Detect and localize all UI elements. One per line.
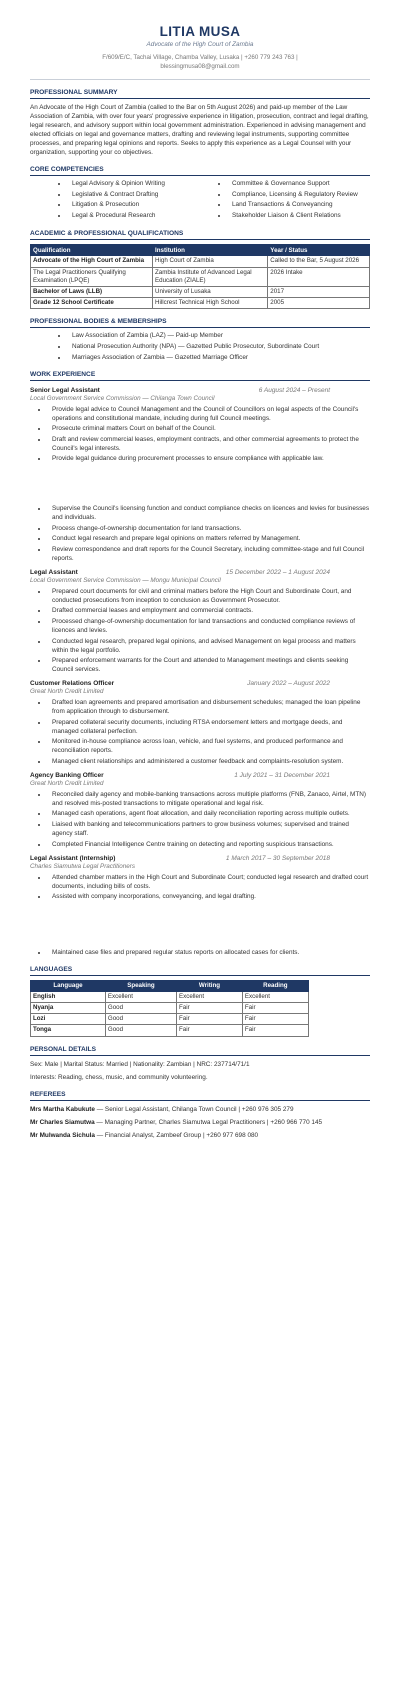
table-cell: 2005 xyxy=(268,298,370,309)
table-cell: University of Lusaka xyxy=(153,286,268,297)
summary-section xyxy=(30,89,370,157)
job-date: January 2022 – August 2022 xyxy=(247,680,330,688)
contact-line-address-phone: F/609/E/C, Tachai Village, Chamba Valley, Lusaka | +260 779 243 763 | xyxy=(102,54,298,61)
list-item: • National Prosecution Authority (NPA) — Gazetted Public Prosecutor, Subordinate Court xyxy=(68,342,370,351)
job-title: Customer Relations Officer xyxy=(30,680,115,688)
column-header: Language xyxy=(31,980,106,991)
table-cell: Fair xyxy=(177,1014,243,1025)
job-organization: Great North Credit Limited xyxy=(30,688,104,696)
table-header-row xyxy=(31,980,309,991)
referees-title: REFEREES xyxy=(30,1091,370,1101)
job-organization: Great North Credit Limited xyxy=(30,779,104,787)
competency-item: • Legal & Procedural Research xyxy=(68,211,210,220)
table-header-row xyxy=(31,245,370,256)
interests-line: Interests: Reading, chess, music, and community volunteering. xyxy=(30,1073,208,1081)
list-item: • Provide legal guidance during procurement processes to ensure compliance with applicable law. xyxy=(48,454,370,463)
table-cell: Good xyxy=(105,1025,176,1036)
table-cell: Bachelor of Laws (LLB) xyxy=(31,286,153,297)
job-bullets-continued xyxy=(30,504,370,563)
job-bullets xyxy=(30,405,370,464)
job-organization: Local Government Service Commission — Mongu Municipal Council xyxy=(30,576,221,584)
table-cell: Advocate of the High Court of Zambia xyxy=(31,256,153,267)
personal-section xyxy=(30,1046,370,1082)
list-item: • Review correspondence and draft reports for the Council Secretary, including committee-stage and full Council reports. xyxy=(48,545,370,563)
job-bullets xyxy=(30,698,370,766)
table-cell: The Legal Practitioners Qualifying Examination (LPQE) xyxy=(31,267,153,286)
competencies-columns xyxy=(30,176,370,221)
list-item: • Managed cash operations, agent float allocation, and daily reconciliation reporting across multiple outlets. xyxy=(48,809,370,818)
table-cell: Hillcrest Technical High School xyxy=(153,298,268,309)
list-item: • Draft and review commercial leases, employment contracts, and other commercial agreements to protect the Council's legal interests. xyxy=(48,435,370,453)
table-row xyxy=(31,1025,309,1036)
competency-item: • Stakeholder Liaison & Client Relations xyxy=(228,211,370,220)
column-header: Writing xyxy=(177,980,243,991)
job-title: Legal Assistant xyxy=(30,568,78,576)
table-cell: Fair xyxy=(177,1025,243,1036)
job-organization: Charles Siamutwa Legal Practitioners xyxy=(30,862,135,870)
table-cell: Lozi xyxy=(31,1014,106,1025)
table-row xyxy=(31,286,370,297)
candidate-name: LITIA MUSA xyxy=(159,24,241,39)
competency-item: • Committee & Governance Support xyxy=(228,179,370,188)
competencies-section xyxy=(30,166,370,221)
job-title: Senior Legal Assistant xyxy=(30,386,100,394)
referee-item xyxy=(30,1118,370,1127)
experience-title: WORK EXPERIENCE xyxy=(30,371,370,381)
referee-detail: — Managing Partner, Charles Siamutwa Legal Practitioners | +260 966 770 145 xyxy=(94,1118,323,1126)
list-item: • Managed client relationships and administered a customer feedback and complaints-resolution system. xyxy=(48,757,370,766)
job-entry xyxy=(30,855,370,957)
job-bullets xyxy=(30,790,370,849)
table-row xyxy=(31,1003,309,1014)
page-gap xyxy=(30,465,370,501)
table-row xyxy=(31,256,370,267)
table-cell: Called to the Bar, 5 August 2026 xyxy=(268,256,370,267)
job-entry xyxy=(30,569,370,674)
column-header: Speaking xyxy=(105,980,176,991)
table-cell: 2026 Intake xyxy=(268,267,370,286)
column-header: Reading xyxy=(242,980,308,991)
summary-text: An Advocate of the High Court of Zambia (called to the Bar on 5th August 2026) and paid-up member of the Law Association of Zambia, with over four years' progressive experience in litigation, prosecution, contract and legal drafting, legal research, and advisory support within local government administration. Experienced in advising management and elected officials on legal and governance matters, drafting and reviewing legal instruments, supporting committee processes, and preparing legal opinions and reports. Seeks to apply this experience as a Legal Counsel with your organization, supporting your co objectives. xyxy=(30,104,369,156)
referee-detail: — Financial Analyst, Zambeef Group | +260 977 698 080 xyxy=(94,1131,259,1139)
table-cell: High Court of Zambia xyxy=(153,256,268,267)
referee-name: Mrs Martha Kabukute xyxy=(30,1105,95,1113)
table-row xyxy=(31,267,370,286)
table-cell: Fair xyxy=(242,1003,308,1014)
list-item: • Reconciled daily agency and mobile-banking transactions across multiple platforms (FNB, Zanaco, Airtel, MTN) and resolved mis-posted transactions to mitigate operational and legal risk. xyxy=(48,790,370,808)
list-item: • Completed Financial Intelligence Centre training on detecting and reporting suspicious transactions. xyxy=(48,840,370,849)
header-divider xyxy=(30,79,370,80)
list-item: • Conducted legal research, prepared legal opinions, and advised Management on legal process and matters within the legal portfolio. xyxy=(48,637,370,655)
personal-line: Sex: Male | Marital Status: Married | Nationality: Zambian | NRC: 237714/71/1 xyxy=(30,1060,250,1068)
contact-info xyxy=(30,53,370,71)
table-cell: 2017 xyxy=(268,286,370,297)
table-cell: English xyxy=(31,991,106,1002)
referee-item xyxy=(30,1105,370,1114)
competency-item: • Compliance, Licensing & Regulatory Review xyxy=(228,190,370,199)
job-date: 1 March 2017 – 30 September 2018 xyxy=(225,854,330,862)
job-bullets xyxy=(30,873,370,902)
job-organization: Local Government Service Commission — Chilanga Town Council xyxy=(30,394,215,402)
job-title: Legal Assistant (Internship) xyxy=(30,854,116,862)
list-item: • Assisted with company incorporations, conveyancing, and legal drafting. xyxy=(48,892,370,901)
list-item: • Marriages Association of Zambia — Gazetted Marriage Officer xyxy=(68,353,370,362)
table-cell: Nyanja xyxy=(31,1003,106,1014)
languages-table xyxy=(30,980,309,1037)
list-item: • Provide legal advice to Council Management and the Council of Councillors on legal aspects of the Council's operations and constitutional mandate, including during full Council meetings. xyxy=(48,405,370,423)
candidate-subtitle: Advocate of the High Court of Zambia xyxy=(146,41,254,48)
list-item: • Prepared court documents for civil and criminal matters before the High Court and Subordinate Court, and conducted prosecutions from inception to conclusion as Government Prosecutor. xyxy=(48,587,370,605)
bodies-title: PROFESSIONAL BODIES & MEMBERSHIPS xyxy=(30,318,370,328)
column-header: Year / Status xyxy=(268,245,370,256)
job-title: Agency Banking Officer xyxy=(30,771,104,779)
table-cell: Excellent xyxy=(242,991,308,1002)
list-item: • Conduct legal research and prepare legal opinions on matters referred by Management. xyxy=(48,534,370,543)
languages-section xyxy=(30,966,370,1037)
competency-item: • Land Transactions & Conveyancing xyxy=(228,200,370,209)
referee-name: Mr Mulwanda Sichula xyxy=(30,1131,95,1139)
qualifications-section xyxy=(30,230,370,309)
table-row xyxy=(31,991,309,1002)
list-item: • Prepared collateral security documents, including RTSA endorsement letters and mortgage deeds, and managed collateral perfection. xyxy=(48,718,370,736)
contact-line-email[interactable]: blessingmusa08@gmail.com xyxy=(160,63,240,70)
competencies-title: CORE COMPETENCIES xyxy=(30,166,370,176)
list-item: • Supervise the Council's licensing function and conduct compliance checks on licences and levies for businesses and individuals. xyxy=(48,504,370,522)
table-cell: Fair xyxy=(242,1014,308,1025)
table-cell: Excellent xyxy=(105,991,176,1002)
table-cell: Excellent xyxy=(177,991,243,1002)
list-item: • Attended chamber matters in the High Court and Subordinate Court; conducted legal research and drafted court documents, including bills of costs. xyxy=(48,873,370,891)
table-row xyxy=(31,1014,309,1025)
job-entry xyxy=(30,680,370,766)
column-header: Qualification xyxy=(31,245,153,256)
experience-section xyxy=(30,371,370,957)
personal-title: PERSONAL DETAILS xyxy=(30,1046,370,1056)
list-item: • Maintained case files and prepared regular status reports on allocated cases for clients. xyxy=(48,948,370,957)
column-header: Institution xyxy=(153,245,268,256)
list-item: • Liaised with banking and telecommunications partners to grow business volumes; supervised and trained agency staff. xyxy=(48,820,370,838)
bodies-list xyxy=(30,331,370,361)
table-cell: Zambia Institute of Advanced Legal Education (ZIALE) xyxy=(153,267,268,286)
competency-item: • Legal Advisory & Opinion Writing xyxy=(68,179,210,188)
referee-name: Mr Charles Siamutwa xyxy=(30,1118,95,1126)
summary-title: PROFESSIONAL SUMMARY xyxy=(30,89,370,99)
competency-item: • Litigation & Prosecution xyxy=(68,200,210,209)
list-item: • Monitored in-house compliance across loan, vehicle, and fuel systems, and produced performance and reconciliation reports. xyxy=(48,737,370,755)
table-cell: Grade 12 School Certificate xyxy=(31,298,153,309)
list-item: • Law Association of Zambia (LAZ) — Paid-up Member xyxy=(68,331,370,340)
job-date: 15 December 2022 – 1 August 2024 xyxy=(225,568,330,576)
list-item: • Processed change-of-ownership documentation for land transactions and conducted compliance reviews of licences and levies. xyxy=(48,617,370,635)
job-date: 6 August 2024 – Present xyxy=(258,386,330,394)
competency-item: • Legislative & Contract Drafting xyxy=(68,190,210,199)
job-bullets xyxy=(30,587,370,674)
job-date: 1 July 2021 – 31 December 2021 xyxy=(234,771,330,779)
table-cell: Fair xyxy=(177,1003,243,1014)
languages-title: LANGUAGES xyxy=(30,966,370,976)
table-cell: Fair xyxy=(242,1025,308,1036)
list-item: • Prepared enforcement warrants for the Court and attended to Management meetings and clients seeking Council services. xyxy=(48,656,370,674)
qualifications-table xyxy=(30,244,370,309)
table-cell: Good xyxy=(105,1014,176,1025)
list-item: • Drafted commercial leases and employment and commercial contracts. xyxy=(48,606,370,615)
table-row xyxy=(31,298,370,309)
table-cell: Good xyxy=(105,1003,176,1014)
referees-section xyxy=(30,1091,370,1140)
page-gap xyxy=(30,903,370,945)
referee-item xyxy=(30,1131,370,1140)
job-bullets-continued xyxy=(30,948,370,957)
referee-detail: — Senior Legal Assistant, Chilanga Town Council | +260 976 305 279 xyxy=(94,1105,294,1113)
list-item: • Drafted loan agreements and prepared amortisation and disbursement schedules; managed the loan pipeline from application through to disbursement. xyxy=(48,698,370,716)
competencies-left-list xyxy=(30,179,210,221)
job-entry xyxy=(30,387,370,563)
list-item: • Prosecute criminal matters Court on behalf of the Council. xyxy=(48,424,370,433)
bodies-section xyxy=(30,318,370,361)
list-item: • Process change-of-ownership documentation for land transactions. xyxy=(48,524,370,533)
competencies-right-list xyxy=(210,179,370,221)
job-entry xyxy=(30,772,370,849)
table-cell: Tonga xyxy=(31,1025,106,1036)
qualifications-title: ACADEMIC & PROFESSIONAL QUALIFICATIONS xyxy=(30,230,370,240)
